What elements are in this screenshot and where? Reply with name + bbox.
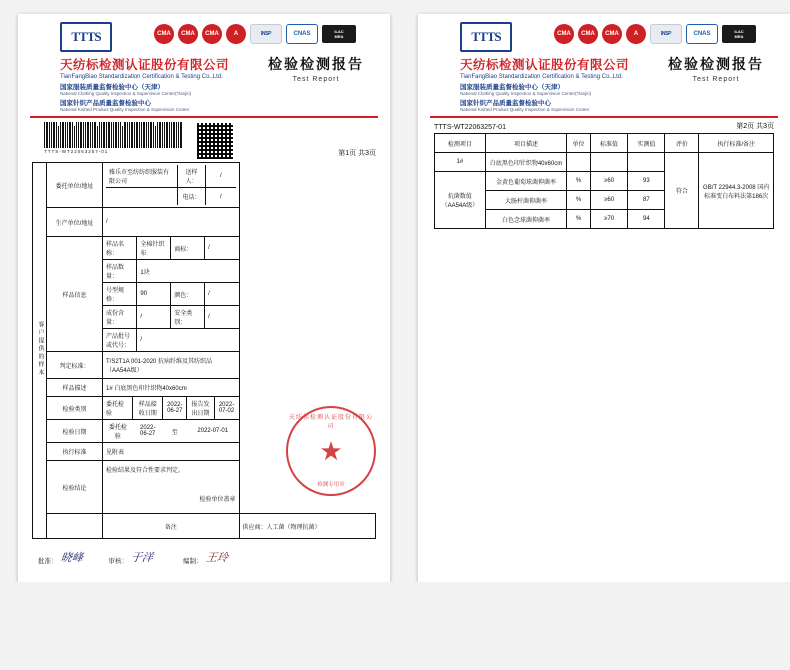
inspection-mark-icon-page2: INSP <box>650 24 682 44</box>
report-page-2 <box>418 14 790 582</box>
exec-std-value: 见附表 <box>103 443 240 461</box>
insp-date-end: 2022-07-01 <box>197 428 229 434</box>
col-measured: 实测值 <box>628 134 665 153</box>
barcode-text: TTTS-WT22063257-01 <box>44 149 109 154</box>
insp-type-cell <box>103 397 240 420</box>
color-label: 颜色： <box>171 283 205 306</box>
sample-qty-label: 样品数量： <box>103 260 137 283</box>
sample-desc-label: 样品描述 <box>47 379 103 397</box>
insp-type-value: 委托检验 <box>103 397 133 419</box>
client-value-cell <box>103 163 240 208</box>
company-name-cn: 天纺标检测认证股份有限公司 <box>60 58 230 72</box>
signature-row <box>18 539 390 565</box>
ilac-mra-mark-icon: iLAC MRA <box>322 25 356 43</box>
report-title-en-page2: Test Report <box>692 76 740 83</box>
side-label-spacer <box>47 514 103 539</box>
model-label: 号型规格： <box>103 283 137 306</box>
test-std-1: ≥60 <box>590 172 627 191</box>
side-label-client-sample: 客户提供的样本 <box>33 163 47 539</box>
row-eval: 符合 <box>665 153 699 229</box>
tts-logo-icon <box>60 22 112 52</box>
stamp-star-icon: ★ <box>319 436 343 466</box>
report-title-cn: 检验检测报告 <box>268 58 364 73</box>
row-desc-main: 白底黑色印针织物40x60cm <box>485 153 566 172</box>
recv-date-label: 样品接收日期 <box>133 397 163 419</box>
cma-mark-icon-3: CMA <box>202 24 222 44</box>
gov-center-2-cn: 国家针织产品质量监督检验中心 <box>60 100 151 107</box>
signature-author <box>183 549 228 565</box>
signature-approver <box>38 549 83 565</box>
producer-label: 生产单位/地址 <box>47 208 103 237</box>
report-title-cn-page2: 检验检测报告 <box>668 58 764 73</box>
sample-info-label: 样品信息 <box>47 237 103 352</box>
client-inner-table <box>106 165 236 205</box>
table-row <box>33 163 376 208</box>
test-std-3: ≥70 <box>590 210 627 229</box>
phone-label: 电话： <box>177 188 205 206</box>
test-item-name-1: 金黄色葡萄球菌抑菌率 <box>485 172 566 191</box>
letterhead-page1 <box>18 14 390 112</box>
insp-date-cell <box>103 420 240 443</box>
report-page-1 <box>18 14 390 582</box>
signature-reviewer <box>109 549 154 565</box>
safety-value: / <box>205 306 239 329</box>
tts-logo-icon-page2 <box>460 22 512 52</box>
issue-date-value: 2022-07-02 <box>214 397 238 419</box>
test-std-2: ≥60 <box>590 191 627 210</box>
conclusion-cell <box>103 461 240 514</box>
insp-date-table <box>103 420 239 442</box>
a-mark-icon-page2: A <box>626 24 646 44</box>
table-row <box>33 237 376 352</box>
company-name-en: TianFangBiao Standardization Certification & Testing Co.,Ltd. <box>60 74 223 80</box>
recv-date-value: 2022-06-27 <box>163 397 187 419</box>
col-exec-standard: 执行标准/备注 <box>699 134 774 153</box>
gov-center-1-cn-page2: 国家服装质量监督检验中心（天津） <box>460 84 564 91</box>
results-table <box>434 133 774 229</box>
row-unit-head <box>567 153 591 172</box>
model-value: 90 <box>137 283 171 306</box>
col-unit: 单位 <box>567 134 591 153</box>
color-value: / <box>205 283 239 306</box>
signature-reviewer-value: 于洋 <box>130 552 154 564</box>
client-address <box>106 188 177 206</box>
report-title-block-page2 <box>668 54 764 83</box>
a-mark-icon: A <box>226 24 246 44</box>
row-no: 1# <box>435 153 486 172</box>
qr-code <box>196 122 234 160</box>
cma-mark-icon-1-page2: CMA <box>554 24 574 44</box>
official-stamp <box>286 406 376 496</box>
insp-type-label: 检验类别 <box>47 397 103 420</box>
sample-qty-value: 1块 <box>137 260 239 283</box>
signature-author-label: 编制： <box>183 558 203 565</box>
signature-approver-label: 批准： <box>38 558 58 565</box>
row-measured-head <box>628 153 665 172</box>
insp-type-table <box>103 397 239 419</box>
sender-value: / <box>206 165 236 188</box>
report-title-block <box>268 54 364 83</box>
signature-approver-value: 晓峰 <box>59 552 84 564</box>
ilac-mra-mark-icon-page2: iLAC MRA <box>722 25 756 43</box>
table-row <box>33 379 376 397</box>
cma-mark-icon-1: CMA <box>154 24 174 44</box>
tts-logo-text-page2: TTTS <box>471 29 501 44</box>
sample-name-label: 样品名称： <box>103 237 137 260</box>
barcode <box>44 122 182 148</box>
standard-value: T/S2T1A 001-2020 抗病纤维及其纺织品（AA54A级） <box>103 352 240 379</box>
safety-label: 安全类别： <box>171 306 205 329</box>
batch-value: / <box>137 329 239 352</box>
test-measured-2: 87 <box>628 191 665 210</box>
client-name: 雅乐市至纺纺织服装有限公司 <box>106 165 177 188</box>
row-std-head <box>590 153 627 172</box>
cnas-mark-icon-page2: CNAS <box>686 24 718 44</box>
sender-label: 送样人： <box>177 165 205 188</box>
report-code-page2: TTTS-WT22063257-01 <box>434 124 506 131</box>
exec-std-label: 执行标准 <box>47 443 103 461</box>
page-number-page2: 第2页 共3页 <box>736 123 774 130</box>
code-row-page1 <box>18 118 390 160</box>
signature-reviewer-label: 审核： <box>108 558 128 565</box>
phone-value: / <box>206 188 236 206</box>
sample-desc-value: 1# 白底黑色印针织物40x60cm <box>103 379 240 397</box>
conclusion-label: 检验结论 <box>47 461 103 514</box>
col-description: 项目描述 <box>485 134 566 153</box>
gov-center-2-cn-page2: 国家针织产品质量监督检验中心 <box>460 100 551 107</box>
conclusion-value: 检验结果及符合性要求判定。 <box>106 468 185 474</box>
letterhead-page2 <box>418 14 790 112</box>
sample-name-value: 全棉针织布 <box>137 237 171 260</box>
tts-logo-text: TTTS <box>71 29 101 44</box>
cnas-mark-icon: CNAS <box>286 24 318 44</box>
gov-center-2-en-page2: National Knitted Product Quality Inspection & Supervision Center <box>460 107 590 112</box>
gov-center-1-en-page2: National Clothing Quality Inspection & Supervision Center(Tianjin) <box>460 91 592 96</box>
accreditation-marks <box>154 24 356 44</box>
col-evaluation: 评价 <box>665 134 699 153</box>
cma-mark-icon-2-page2: CMA <box>578 24 598 44</box>
composition-label: 成份含量： <box>103 306 137 329</box>
row-group-label: 抗菌数值（AA54A级） <box>435 172 486 229</box>
batch-label: 产品批号或代号： <box>103 329 137 352</box>
trademark-value: / <box>205 237 239 260</box>
accreditation-marks-page2 <box>554 24 756 44</box>
client-label: 委托单位/地址 <box>47 163 103 208</box>
stamp-bottom-text: 检测专用章 <box>317 482 345 488</box>
table-row <box>33 514 376 539</box>
gov-center-2-en: National Knitted Product Quality Inspection & Supervision Center <box>60 107 190 112</box>
sample-info-cell <box>103 237 240 352</box>
test-item-name-2: 大肠杆菌抑菌率 <box>485 191 566 210</box>
producer-value: / <box>103 208 240 237</box>
table-row <box>33 352 376 379</box>
test-unit-2: % <box>567 191 591 210</box>
insp-date-label: 检验日期 <box>47 420 103 443</box>
insp-date-to: 至 <box>171 429 178 436</box>
remark-value: 供应商：人工菌（物理抗菌） <box>239 514 376 539</box>
cma-mark-icon-2: CMA <box>178 24 198 44</box>
insp-date-start: 2022-06-27 <box>140 425 156 437</box>
page-number-page1: 第1页 共3页 <box>338 150 376 157</box>
conclusion-stamp-note: 检验单位盖章 <box>199 497 236 503</box>
test-measured-1: 93 <box>628 172 665 191</box>
background-area <box>0 582 790 670</box>
remark-label: 备注 <box>103 514 240 539</box>
stamp-ring-text: 天纺标检测认证股份有限公司 <box>288 415 373 430</box>
table-row <box>33 208 376 237</box>
company-name-cn-page2: 天纺标检测认证股份有限公司 <box>460 58 630 72</box>
col-standard: 标准值 <box>590 134 627 153</box>
cma-mark-icon-3-page2: CMA <box>602 24 622 44</box>
trademark-label: 商标： <box>171 237 205 260</box>
gov-center-1-cn: 国家服装质量监督检验中心（天津） <box>60 84 164 91</box>
page2-code-row <box>418 118 790 133</box>
composition-value: / <box>137 306 171 329</box>
sample-info-table <box>103 237 239 351</box>
standard-label: 判定标准： <box>47 352 103 379</box>
inspection-mark-icon: INSP <box>250 24 282 44</box>
row-exec-standard: GB/T 22944.3-2008 国内标准变白布料法第186次 <box>699 153 774 229</box>
test-item-name-3: 白色念球菌抑菌率 <box>485 210 566 229</box>
issue-date-label: 报告发出日期 <box>187 397 214 419</box>
test-unit-3: % <box>567 210 591 229</box>
col-test-item: 检测项目 <box>435 134 486 153</box>
company-name-en-page2: TianFangBiao Standardization Certification & Testing Co.,Ltd. <box>460 74 623 80</box>
report-title-en: Test Report <box>292 76 340 83</box>
signature-author-value: 王玲 <box>204 552 229 564</box>
test-measured-3: 94 <box>628 210 665 229</box>
gov-center-1-en: National Clothing Quality Inspection & Supervision Center(Tianjin) <box>60 91 192 96</box>
test-unit-1: % <box>567 172 591 191</box>
insp-date-start-label: 委托检验 <box>108 425 127 440</box>
table-row <box>435 153 774 172</box>
results-header-row <box>435 134 774 153</box>
